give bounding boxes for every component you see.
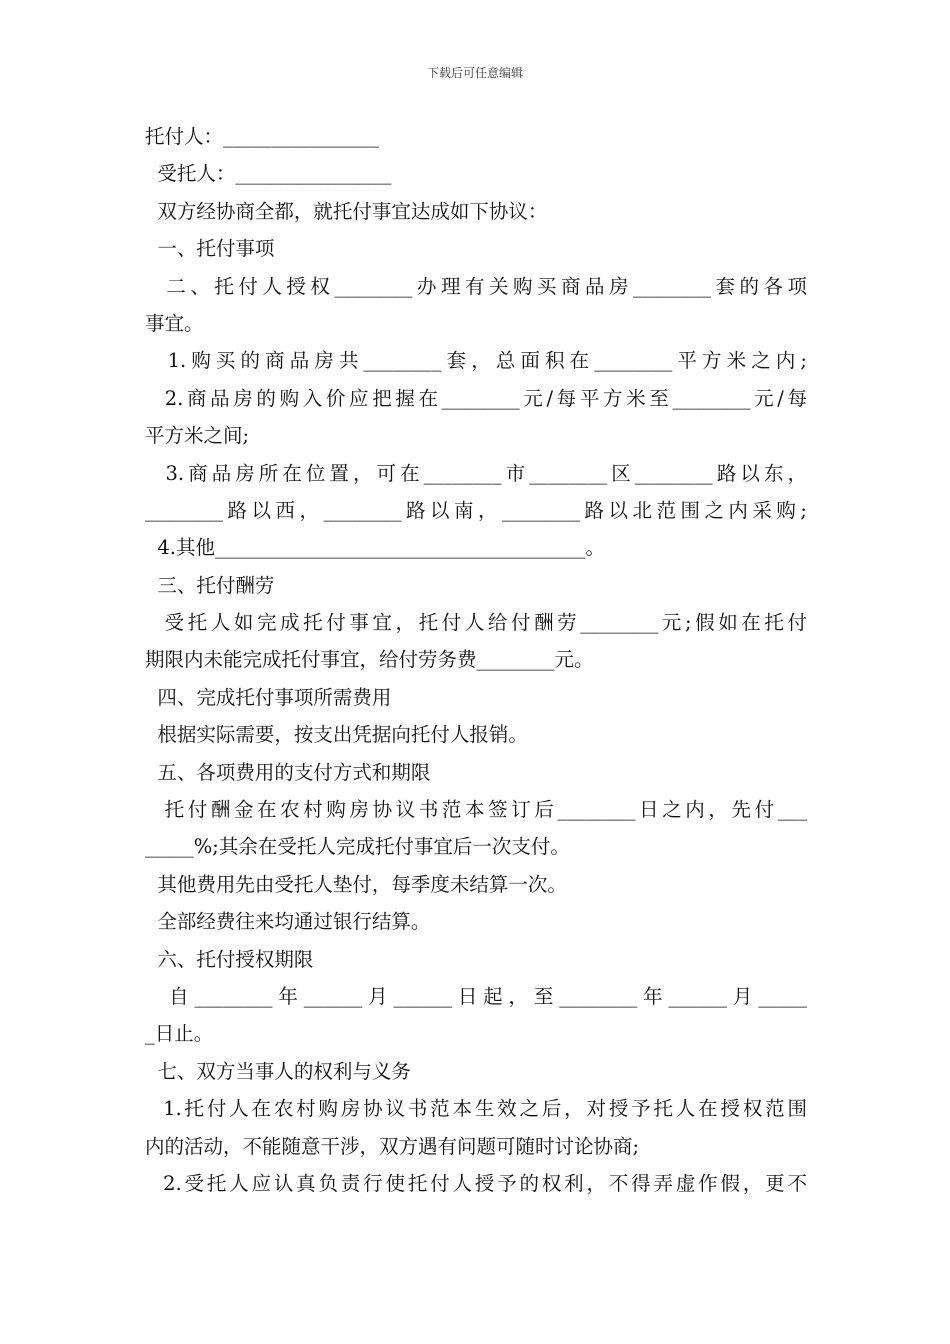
agreement-intro-line: 双方经协商全都，就托付事宜达成如下协议： [145,199,548,223]
party-entrustor-line: 托付人：________________ [145,125,380,148]
paragraph-line: 其他费用先由受托人垫付，每季度未结算一次。 [145,872,567,896]
section-heading-5: 五、各项费用的支付方式和期限 [145,760,431,784]
paragraph-line: 2.受托人应认真负责行使托付人授予的权利，不得弄虚作假，更不 [145,1171,807,1195]
section-heading-7: 七、双方当事人的权利与义务 [145,1059,411,1083]
paragraph-line: 期限内未能完成托付事宜，给付劳务费________元。 [145,648,594,672]
section-heading-4: 四、完成托付事项所需费用 [145,685,392,709]
paragraph-line: 根据实际需要，按支出凭据向托付人报销。 [145,723,528,747]
paragraph-line: 受托人如完成托付事宜，托付人给付酬劳________元;假如在托付 [145,611,807,635]
paragraph-line: _日止。 [145,1022,214,1046]
paragraph-line: 内的活动，不能随意干涉，双方遇有问题可随时讨论协商; [145,1134,640,1158]
paragraph-line: 4.其他______________________________________。 [145,536,606,560]
paragraph-line: 3.商品房所在位置，可在________市________区________路以东， [145,461,807,485]
paragraph-line: 平方米之间; [145,424,250,448]
paragraph-line: 1.托付人在农村购房协议书范本生效之后，对授予托人在授权范围 [145,1097,807,1121]
header-note: 下载后可任意编辑 [426,66,523,80]
section-heading-1: 一、托付事项 [145,237,275,261]
section-heading-3: 三、托付酬劳 [145,573,275,597]
paragraph-line: _____%;其余在受托人完成托付事宜后一次支付。 [145,835,570,859]
section-heading-6: 六、托付授权期限 [145,947,314,971]
paragraph-line: 托付酬金在农村购房协议书范本签订后________日之内，先付___ [145,798,807,822]
paragraph-line: 全部经费往来均通过银行结算。 [145,910,431,934]
party-trustee-line: 受托人：________________ [145,162,392,186]
paragraph-line: 事宜。 [145,311,204,335]
paragraph-line: 2.商品房的购入价应把握在________元/每平方米至________元/每 [145,386,807,410]
paragraph-line: 自________年______月______日起，至________年______月_____ [145,984,807,1008]
paragraph-line: ________路以西，________路以南，________路以北范围之内采购; [145,498,807,522]
paragraph-line: 1.购买的商品房共________套，总面积在________平方米之内; [145,349,807,373]
paragraph-line: 二、托付人授权________办理有关购买商品房________套的各项 [145,274,807,298]
document-body [145,118,807,1202]
